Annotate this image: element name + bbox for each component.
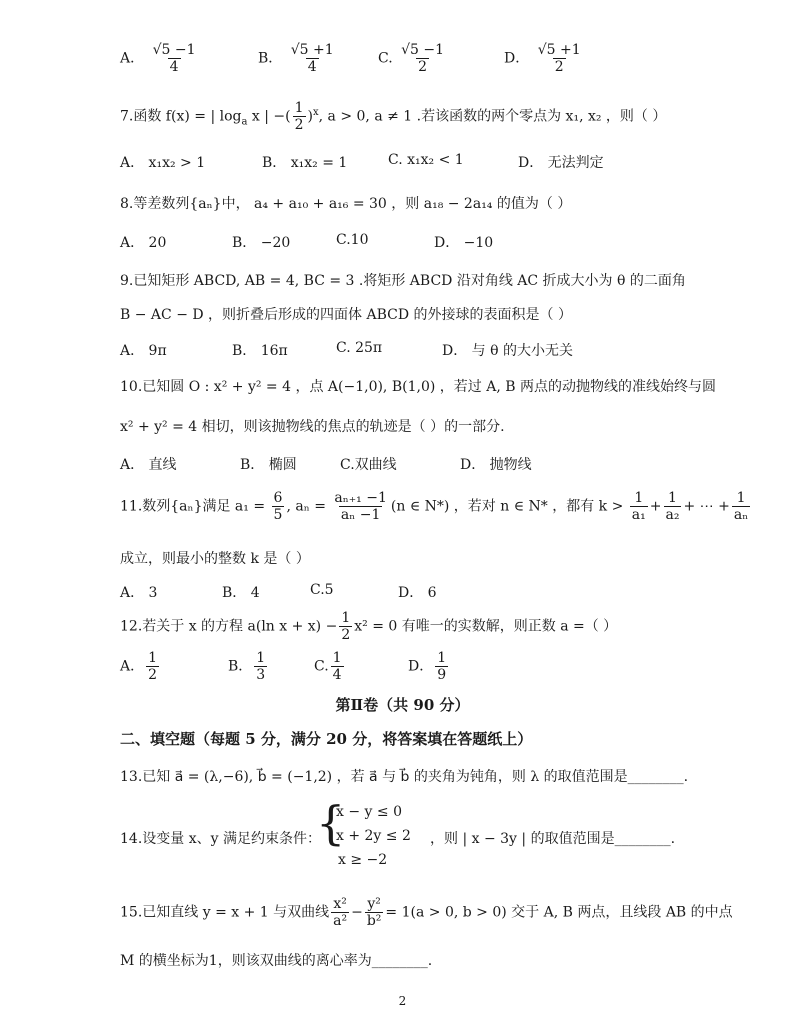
- page-number: 2: [398, 994, 407, 1008]
- q8-option-c: C.10: [336, 232, 369, 248]
- q10-option-c: C.双曲线: [340, 457, 397, 473]
- q14-constraint-1: x − y ≤ 0: [336, 804, 402, 820]
- q13-stem: 13.已知 a⃗ = (λ,−6), b⃗ = (−1,2) ，若 a⃗ 与 b⃗ 的夹角为钝角，则 λ 的取值范围是________.: [120, 769, 689, 785]
- section2-title: 二、填空题（每题 5 分，满分 20 分，将答案填在答题纸上）: [120, 730, 533, 748]
- q11-option-b: B． 4: [222, 585, 260, 601]
- q12-option-a: A． $\frac{1}{2}$: [120, 650, 158, 684]
- q6-option-d: D． $\frac{√5 +1}{2}$: [504, 42, 581, 76]
- q10-option-d: D． 抛物线: [460, 457, 532, 473]
- q8-option-d: D． −10: [434, 235, 494, 251]
- q11-option-d: D． 6: [398, 585, 437, 601]
- q15-stem-line1: 15.已知直线 y = x + 1 与双曲线 $\frac{\text{x²}}{\text{a²}}$ − $\frac{\text{y²}}{\text{b²}}$ = 1(a > 0, b > 0) 交于 A, B 两点，且线段 AB 的中点: [120, 896, 733, 930]
- q6-option-c: C. $\frac{√5 -1}{2}$: [378, 42, 445, 76]
- q10-stem-line2: x² + y² = 4 相切，则该抛物线的焦点的轨迹是（ ）的一部分.: [120, 419, 505, 435]
- q11-option-c: C.5: [310, 582, 334, 598]
- q9-stem-line2: B − AC − D ，则折叠后形成的四面体 ABCD 的外接球的表面积是（ ）: [120, 307, 572, 323]
- q12-option-d: D． $\frac{1}{9}$: [408, 650, 447, 684]
- q9-stem-line1: 9.已知矩形 ABCD, AB = 4, BC = 3 .将矩形 ABCD 沿对角线 AC 折成大小为 θ 的二面角: [120, 273, 686, 289]
- q9-option-a: A． 9π: [120, 343, 167, 359]
- q11-stem-line1: 11.数列{aₙ}满足 a₁ = $\frac{6}{5}$ , aₙ = $\frac{\text{aₙ₊₁ −1}}{\text{aₙ −1}}$ (n ∈ N*) ，若对 n ∈ N* ，都有 k > $\frac{1}{\text{a₁}}$ + $\frac{1}{\text{a₂}}$ + ⋯ + $\frac{1}{\text{aₙ}}$: [120, 490, 749, 524]
- q14-suffix: ，则 | x − 3y | 的取值范围是________.: [430, 831, 676, 847]
- q10-option-b: B． 椭圆: [240, 457, 297, 473]
- q14-prefix: 14.设变量 x、y 满足约束条件：: [120, 831, 321, 847]
- q11-option-a: A． 3: [120, 585, 158, 601]
- q12-option-b: B． $\frac{1}{3}$: [228, 650, 266, 684]
- q9-option-b: B． 16π: [232, 343, 288, 359]
- q6-option-b: B． $\frac{√5 +1}{4}$: [258, 42, 334, 76]
- q14-brace: {: [316, 796, 346, 850]
- q7-option-b: B． x₁x₂ = 1: [262, 155, 348, 171]
- q7-option-d: D． 无法判定: [518, 155, 604, 171]
- q7-option-c: C. x₁x₂ < 1: [388, 152, 464, 168]
- q8-stem: 8.等差数列{aₙ}中， a₄ + a₁₀ + a₁₆ = 30 ，则 a₁₈ − 2a₁₄ 的值为（ ）: [120, 196, 572, 212]
- part2-title: 第Ⅱ卷（共 90 分）: [335, 696, 470, 714]
- q12-stem: 12.若关于 x 的方程 a(ln x + x) − $\frac{1}{2}$ x² = 0 有唯一的实数解，则正数 a =（ ）: [120, 610, 618, 644]
- q11-stem-line2: 成立，则最小的整数 k 是（ ）: [120, 551, 310, 567]
- q6-option-a: A． $\frac{√5 -1}{4}$: [120, 42, 196, 76]
- q7-option-a: A． x₁x₂ > 1: [120, 155, 206, 171]
- q9-option-d: D． 与 θ 的大小无关: [442, 343, 574, 359]
- q8-option-a: A． 20: [120, 235, 167, 251]
- q10-stem-line1: 10.已知圆 O : x² + y² = 4 ，点 A(−1,0), B(1,0) ，若过 A, B 两点的动抛物线的准线始终与圆: [120, 379, 716, 395]
- q7-stem: 7.函数 f(x) = | $\log_a x$ | −( $\frac{1}{2}$ )$^x$, a > 0, a ≠ 1 .若该函数的两个零点为 x₁, x₂ ，则（ ）: [120, 100, 667, 134]
- q12-option-c: C. $\frac{1}{4}$: [314, 650, 342, 684]
- q10-option-a: A． 直线: [120, 457, 177, 473]
- q15-stem-line2: M 的横坐标为1，则该双曲线的离心率为________.: [120, 953, 433, 969]
- q8-option-b: B． −20: [232, 235, 291, 251]
- q14-constraint-2: x + 2y ≤ 2: [336, 828, 411, 844]
- q14-constraint-3: x ≥ −2: [338, 852, 388, 868]
- q9-option-c: C. 25π: [336, 340, 383, 356]
